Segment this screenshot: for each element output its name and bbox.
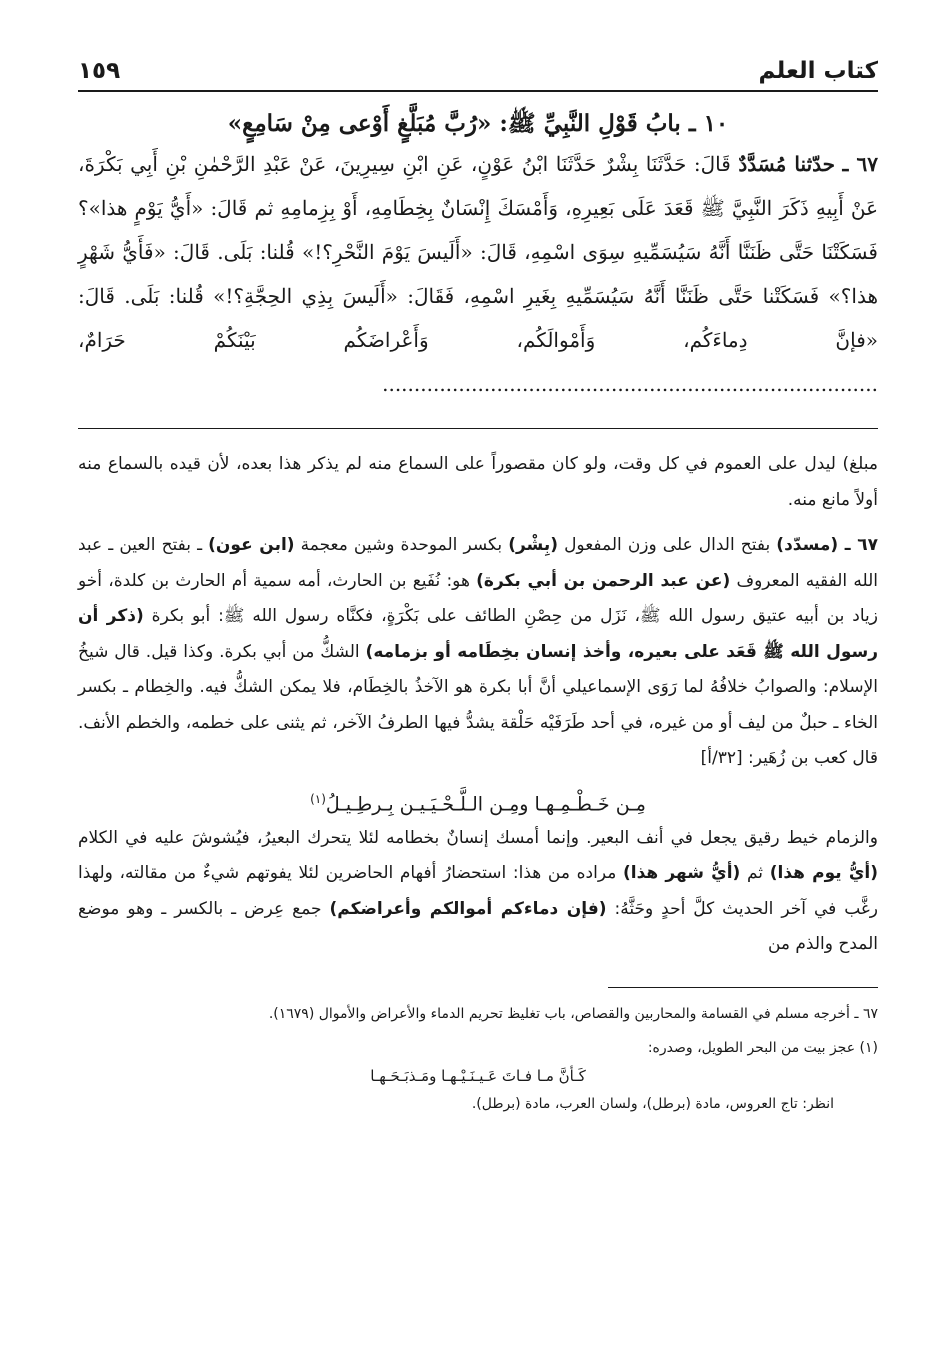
- footnote-source: انظر: تاج العروس، مادة (برطل)، ولسان العرب، مادة (برطل).: [471, 1095, 834, 1112]
- commentary: [78, 429, 878, 963]
- commentary-text: هو: نُفَيع بن الحارث، أمه سمية أم الحارث بن كلدة، أخو زياد بن أبيه عتيق رسول الله ﷺ، نَزَل من حِصْنِ الطائف على بَكْرَةٍ، فكنَّاه رسول الله ﷺ: أبو بكرة: [78, 570, 878, 626]
- poetry-verse: [78, 777, 878, 821]
- commentary-text: ـ بفتح العين ـ عبد الله الفقيه المعروف: [78, 535, 878, 591]
- footnote-verse: كَـأنَّ مـا فـاتَ عَـيـنَـيْـهـا ومَـذبَـحَـهـا: [370, 1066, 586, 1085]
- hadith-lead: حدّثنا مُسَدَّدٌ: [738, 152, 835, 176]
- hadith-body: قَالَ: حَدَّثَنَا بِشْرٌ حَدَّثَنَا ابْنُ عَوْنٍ، عَنِ ابْنِ سِيرِينَ، عَنْ عَبْدِ الرَّحْمٰنِ بْنِ أَبِي بَكْرَةَ، عَنْ أَبِيهِ ذَكَرَ النَّبِيَّ ﷺ قَعَدَ عَلَى بَعِيرِهِ، وَأَمْسَكَ إِنْسَانٌ بِخِطَامِهِ، أَوْ بِزِمامِهِ ثم قَالَ: «أَيُّ يَوْمٍ هذا»؟ فَسَكَتْنَا حَتَّى ظَنَنَّا أَنَّهُ سَيُسَمِّيهِ سِوَى اسْمِهِ، قَالَ: «أَلَيسَ يَوْمَ النَّحْرِ؟!» قُلنا: بَلَى. قَالَ: «فَأَيُّ شَهْرٍ هذا؟» فَسَكَتْنا حَتَّى ظَنَنَّا أَنَّهُ سَيُسَمِّيهِ بِغَيرِ اسْمِهِ، فَقَالَ: «أَلَيسَ بِذِي الحِجَّةِ؟!» قُلنا: بَلَى. قَالَ: «فإنَّ دِماءَكُم، وَأَمْوالَكُم، وَأَعْراضَكُم بَيْنَكُمْ حَرَامٌ، ..............................................................................: [78, 152, 878, 396]
- hadith-number: ٦٧ ـ: [842, 152, 879, 176]
- footnotes: [78, 1000, 878, 1118]
- commentary-paragraph-2: [78, 528, 878, 777]
- footnote-ref: (١): [310, 791, 326, 806]
- commentary-text: بفتح الدال على وزن المفعول: [558, 535, 777, 555]
- bold-term: (بِشْر): [508, 535, 558, 555]
- hadith-text: [78, 142, 878, 406]
- commentary-paragraph-1: مبلغ) ليدل على العموم في كل وقت، ولو كان مقصوراً على السماع منه لم يذكر هذا بعده، لأن قيده بالسماع منه أولاً مانع منه.: [78, 454, 878, 510]
- commentary-text: بكسر الموحدة وشين معجمة: [294, 535, 509, 555]
- footnote-1: ٦٧ ـ أخرجه مسلم في القسامة والمحاربين والقصاص، باب تغليظ تحريم الدماء والأعراض والأموال (١٦٧٩).: [268, 1005, 878, 1022]
- page-header: [78, 40, 878, 84]
- bold-term: (أيُّ شهر هذا): [623, 863, 741, 883]
- bold-term: (مسدّد): [776, 535, 839, 555]
- bold-term: (ابن عون): [208, 535, 295, 555]
- commentary-text: والزمام خيط رقيق يجعل في أنف البعير. وإنما أمسك إنسانٌ بخطامه لئلا يتحرك البعيرُ، فيُشوشَ عليه في الكلام: [78, 827, 878, 848]
- page-number: ١٥٩: [78, 58, 121, 84]
- footnote-rule: [608, 987, 878, 988]
- bold-term: (عن عبد الرحمن بن أبي بكرة): [476, 570, 731, 591]
- commentary-text: جمع عِرض ـ بالكسر ـ وهو موضع المدح والذم من: [78, 898, 878, 954]
- commentary-text: الشكُّ من أبي بكرة. وكذا قيل. قال شيخُ الإسلام: والصوابُ خلافُهُ لما رَوَى الإسماعيلي أنَّ أبا بكرة هو الآخذُ بالخِطَام، فلا يمكن الشكُّ فيه. والخِطام ـ بكسر الخاء ـ حبلٌ من ليف أو من غيره، في أحد طَرَفَيْه حَلْقة يشدُّ فيها الطرفُ الآخر، ثم يثنى على خطمه، والخطم الأنف. قال كعب بن زُهَير: [٣٢/أ]: [78, 641, 878, 768]
- commentary-text: ثم: [740, 863, 770, 883]
- chapter-title: ١٠ ـ بابُ قَوْلِ النَّبِيِّ ﷺ: «رُبَّ مُبَلَّغٍ أَوْعى مِنْ سَامِعٍ»: [227, 110, 729, 137]
- header-rule: [78, 90, 878, 92]
- bold-term: (ذكر أن رسول الله ﷺ قَعَد على بعيره، وأخذ إنسان بخِطَامه أو بزمامه): [78, 606, 878, 662]
- bold-term: (فإن دماءكم أموالكم وأعراضكم): [329, 898, 607, 919]
- page: [78, 40, 878, 1118]
- commentary-number: ٦٧ ـ: [838, 535, 878, 555]
- commentary-text: مراده من هذا: استحضارُ أفهام الحاضرين لئلا يفوتهم شيءٌ من مقالته، ولهذا رغَّب في آخر الحديث كلَّ أحدٍ وحَثَّهُ:: [78, 863, 878, 919]
- bold-term: (أيُّ يوم هذا): [769, 863, 878, 883]
- footnote-2: (١) عجز بيت من البحر الطويل، وصدره:: [647, 1039, 878, 1056]
- book-title: كتاب العلم: [758, 58, 878, 84]
- commentary-paragraph-3: [78, 821, 878, 963]
- verse-text: مِـن خَـطْـمِـهـا ومِـن الـلَّـحْـيَـيـن بِـرطِـيـلُ: [325, 792, 646, 815]
